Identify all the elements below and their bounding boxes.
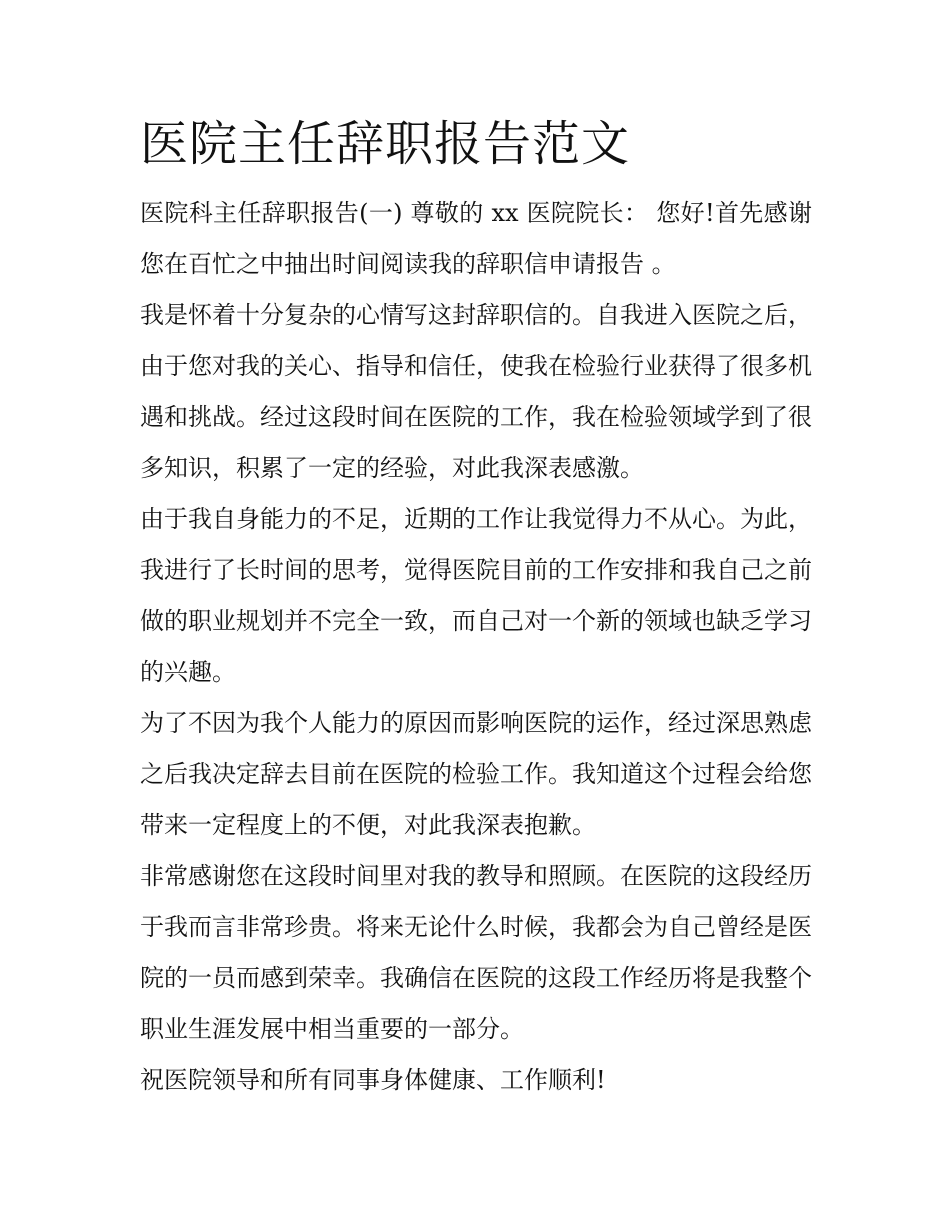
paragraph-gratitude: 我是怀着十分复杂的心情写这封辞职信的。自我进入医院之后，由于您对我的关心、指导和信任，使我在检验行业获得了很多机遇和挑战。经过这段时间在医院的工作，我在检验领域学到了很多知识，积累了一定的经验，对此我深表感激。 — [140, 301, 812, 482]
paragraph-greeting: 医院科主任辞职报告(一) 尊敬的 xx 医院院长： 您好!首先感谢您在百忙之中抽出时间阅读我的辞职信申请报告 。 — [140, 199, 812, 278]
paragraph-reason: 由于我自身能力的不足，近期的工作让我觉得力不从心。为此，我进行了长时间的思考，觉得医院目前的工作安排和我自己之前做的职业规划并不完全一致，而自己对一个新的领域也缺乏学习的兴趣。 — [140, 505, 812, 686]
paragraph-decision: 为了不因为我个人能力的原因而影响医院的运作，经过深思熟虑之后我决定辞去目前在医院的检验工作。我知道这个过程会给您带来一定程度上的不便，对此我深表抱歉。 — [140, 709, 812, 839]
document-title: 医院主任辞职报告范文 — [140, 116, 631, 172]
paragraph-thanks: 非常感谢您在这段时间里对我的教导和照顾。在医院的这段经历于我而言非常珍贵。将来无论什么时候，我都会为自己曾经是医院的一员而感到荣幸。我确信在医院的这段工作经历将是我整个职业生涯发展中相当重要的一部分。 — [140, 862, 812, 1043]
document-page — [140, 112, 812, 1106]
paragraph-closing: 祝医院领导和所有同事身体健康、工作顺利! — [140, 1066, 606, 1094]
